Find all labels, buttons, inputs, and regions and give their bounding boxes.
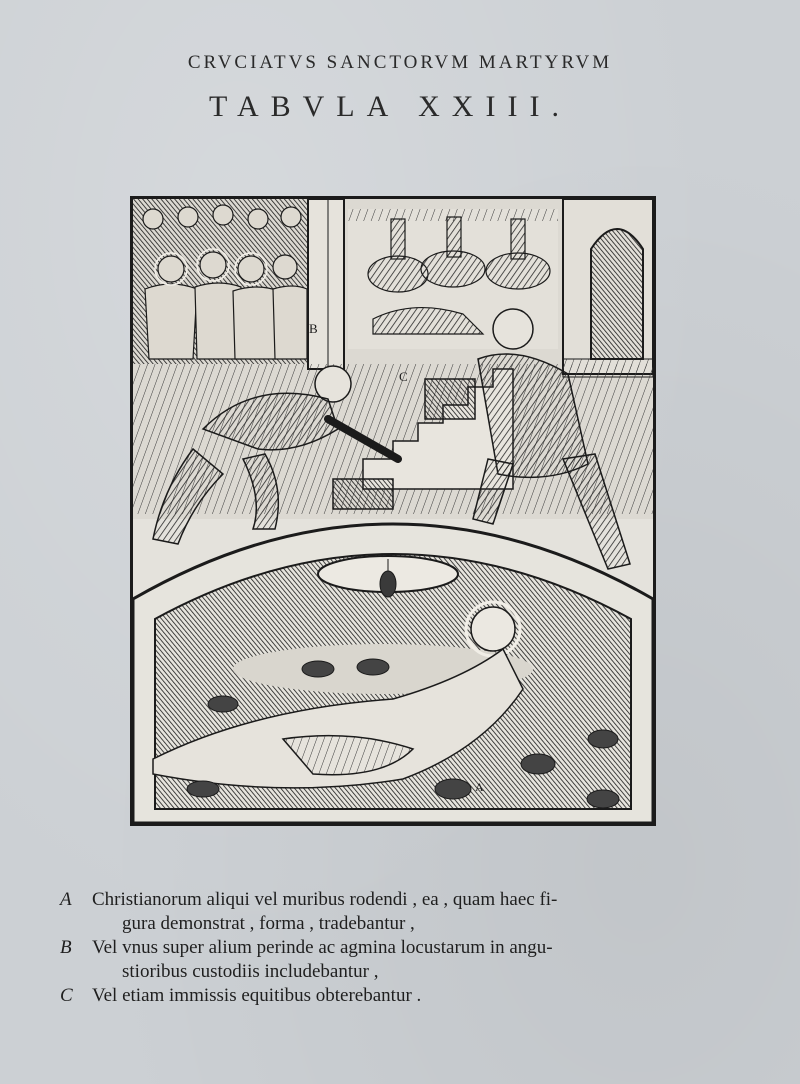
caption-letter: C bbox=[60, 985, 73, 1006]
caption-text: Vel vnus super alium perinde ac agmina locustarum in angu- bbox=[92, 937, 553, 958]
page-title: CRVCIATVS SANCTORVM MARTYRVM bbox=[187, 52, 613, 73]
caption-block bbox=[58, 888, 758, 1008]
plate-number: TABVLA XXIII. bbox=[209, 90, 571, 123]
woodcut-image bbox=[133, 199, 653, 823]
caption-text-continued: gura demonstrat , forma , tradebantur , bbox=[122, 913, 415, 934]
label-c: C bbox=[399, 369, 408, 384]
caption-text: Christianorum aliqui vel muribus rodendi , ea , quam haec fi- bbox=[92, 889, 558, 910]
caption-text-continued: stioribus custodiis includebantur , bbox=[122, 961, 379, 982]
caption-letter: A bbox=[60, 889, 72, 910]
caption-letter: B bbox=[60, 937, 72, 958]
caption-c bbox=[58, 984, 758, 1008]
caption-text: Vel etiam immissis equitibus obterebantur . bbox=[92, 985, 422, 1006]
caption-a bbox=[58, 888, 758, 936]
label-b: B bbox=[309, 321, 318, 336]
caption-b bbox=[58, 936, 758, 984]
label-a: A bbox=[475, 780, 484, 794]
woodcut-illustration bbox=[130, 196, 656, 826]
